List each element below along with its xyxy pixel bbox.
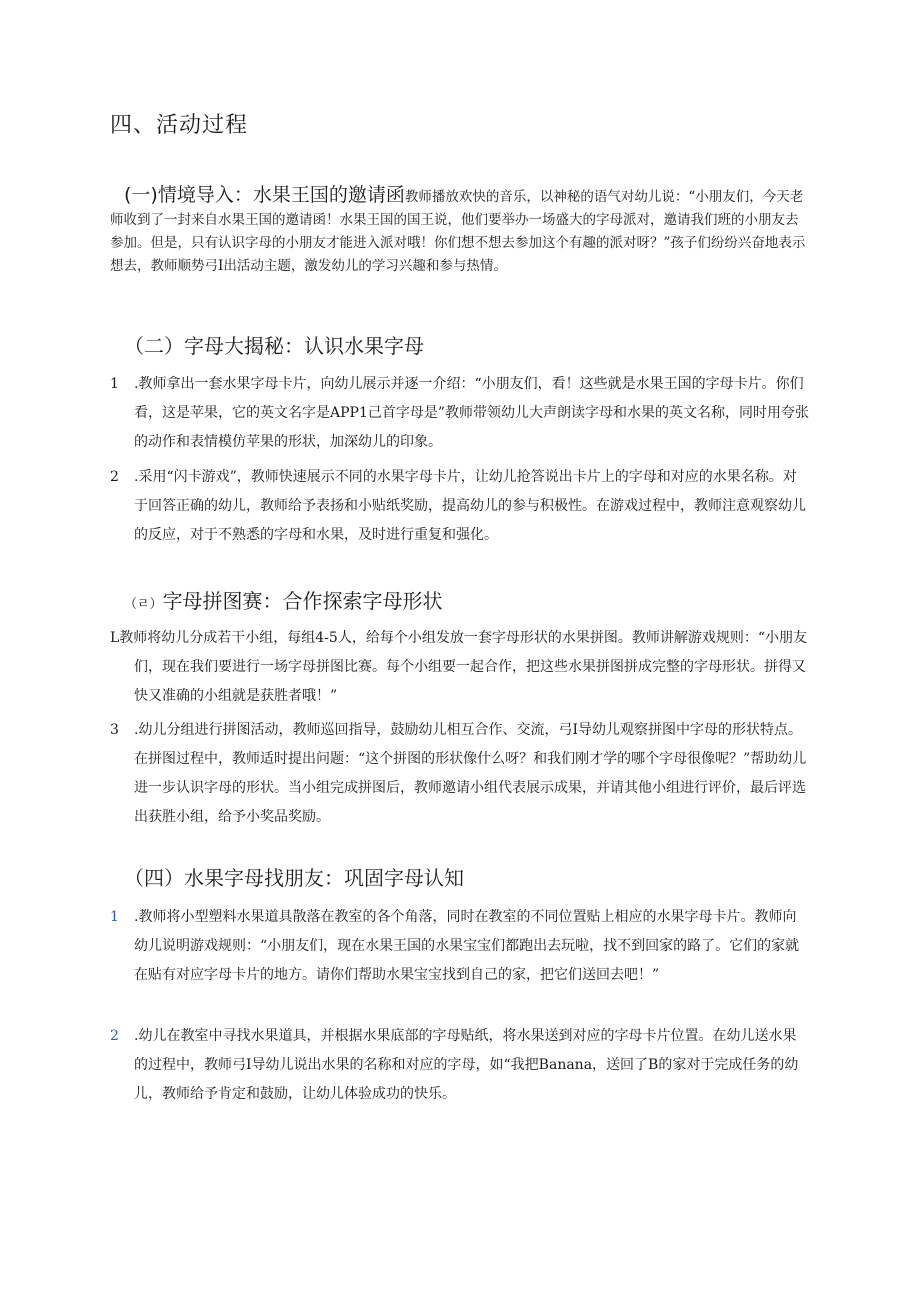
part4-heading: （四）水果字母找朋友：巩固字母认知 (124, 866, 464, 890)
item-text: L教师将幼儿分成若干小组，每组4-5人，给每个小组发放一套字母形状的水果拼图。教师讲解游戏规则：“小朋友们，现在我们要进行一场字母拼图比赛。每个小组要一起合作，把这些水果拼图拼成完整的字母形状。拼得又快又准确的小组就是获胜者哦！” (110, 630, 807, 704)
intro-body: 教师播放欢快的音乐，以神秘的语气对幼儿说：“小朋友们，今天老师收到了一封来自水果王国的邀请函！水果王国的国王说，他们要举办一场盛大的字母派对，邀请我们班的小朋友去参加。但是，只有认识字母的小朋友才能进入派对哦！你们想不想去参加这个有趣的派对呀？”孩子们纷纷兴奋地表示想去，教师顺势弓I出活动主题，激发幼儿的学习兴趣和参与热情。 (110, 189, 806, 274)
item-text: .教师拿出一套水果字母卡片，向幼儿展示并逐一介绍：“小朋友们，看！这些就是水果王国的字母卡片。你们看，这是苹果，它的英文名字是APP1己首字母是”教师带领幼儿大声朗读字母和水果的英文名称，同时用夸张的动作和表情模仿苹果的形状，加深幼儿的印象。 (134, 376, 810, 450)
part3-item-1 (110, 624, 810, 711)
item-text: .幼儿分组进行拼图活动，教师巡回指导，鼓励幼儿相互合作、交流，弓I导幼儿观察拼图中字母的形状特点。在拼图过程中，教师适时提出问题：“这个拼图的形状像什么呀？和我们刚才学的哪个字母很像呢？”帮助幼儿进一步认识字母的形状。当小组完成拼图后，教师邀请小组代表展示成果，并请其他小组进行评价，最后评选出获胜小组，给予小奖品奖励。 (134, 722, 807, 825)
part3-heading-prefix: （ㄹ） (124, 597, 163, 612)
item-number: 1 (110, 376, 119, 392)
part3-heading-text: 字母拼图赛：合作探索字母形状 (162, 589, 443, 613)
item-text: .教师将小型塑料水果道具散落在教室的各个角落，同时在教室的不同位置贴上相应的水果字母卡片。教师向幼儿说明游戏规则：“小朋友们，现在水果王国的水果宝宝们都跑出去玩啦，找不到回家的路了。它们的家就在贴有对应字母卡片的地方。请你们帮助水果宝宝找到自己的家，把它们送回去吧！” (134, 909, 800, 983)
part3-item-2 (110, 716, 810, 832)
item-text: .采用“闪卡游戏”，教师快速展示不同的水果字母卡片，让幼儿抢答说出卡片上的字母和对应的水果名称。对于回答正确的幼儿，教师给予表扬和小贴纸奖励，提高幼儿的参与积极性。在游戏过程中，教师注意观察幼儿的反应，对于不熟悉的字母和水果，及时进行重复和强化。 (134, 469, 806, 543)
item-text: .幼儿在教室中寻找水果道具，并根据水果底部的字母贴纸，将水果送到对应的字母卡片位置。在幼儿送水果的过程中，教师弓I导幼儿说出水果的名称和对应的字母，如“我把Banana，送回了B的家对于完成任务的幼儿，教师给予肯定和鼓励，让幼儿体验成功的快乐。 (134, 1028, 799, 1102)
item-number: 3 (110, 722, 119, 738)
part4-item-2 (110, 1022, 810, 1109)
intro-paragraph (110, 184, 810, 277)
part4-item-1 (110, 903, 810, 990)
section-title: 四、活动过程 (110, 113, 249, 138)
part2-heading: （二）字母大揭秘：认识水果字母 (124, 334, 424, 358)
item-number: 2 (110, 469, 119, 485)
item-number: 1 (110, 909, 119, 925)
part3-heading (124, 585, 443, 614)
intro-heading: (一)情境导入：水果王国的邀请函 (124, 184, 405, 206)
item-number: 2 (110, 1028, 119, 1044)
part2-item-1 (110, 370, 810, 457)
part2-item-2 (110, 463, 810, 550)
